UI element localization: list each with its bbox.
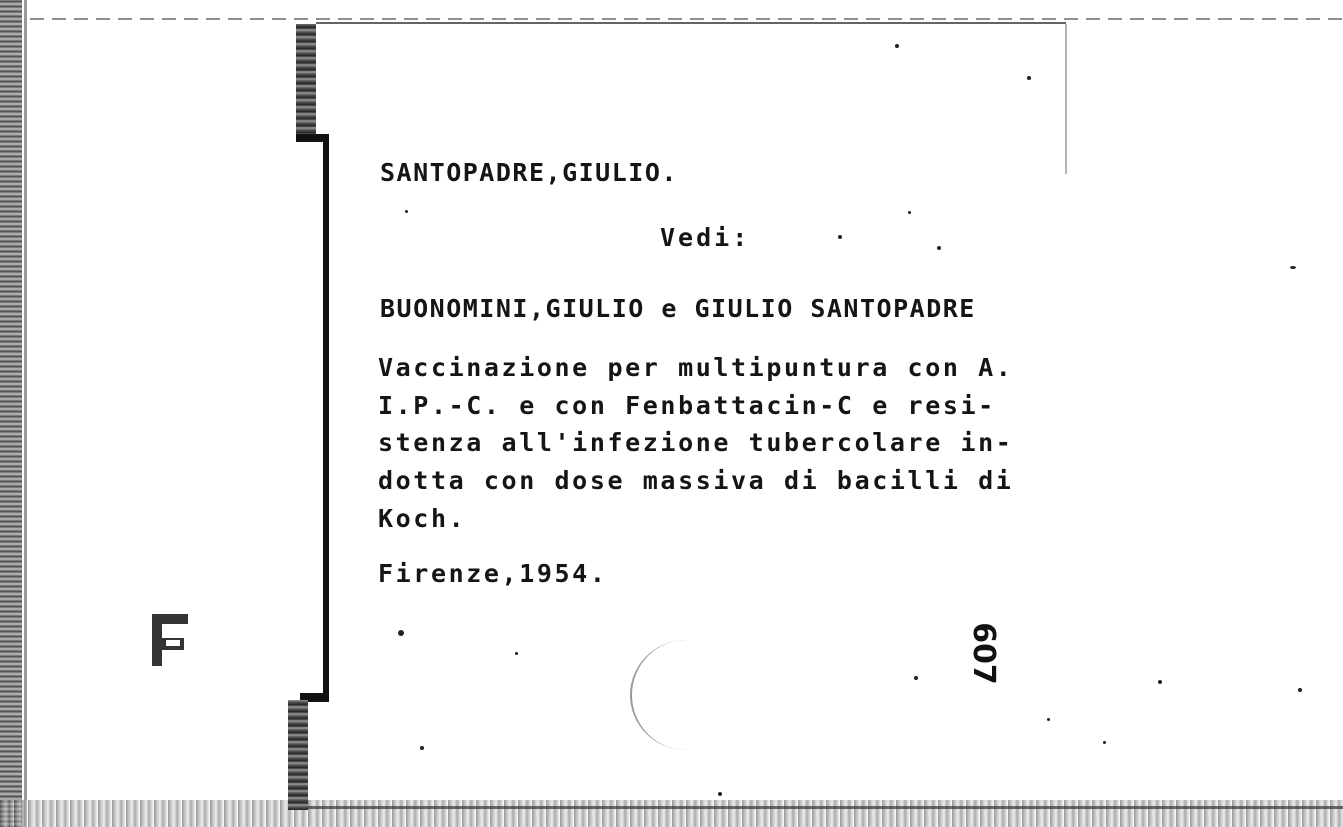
scan-edge-bottom [0, 800, 1343, 827]
title-line: Koch. [378, 504, 467, 533]
speck [1158, 680, 1162, 684]
scan-edge-left-line [24, 0, 27, 827]
scan-edge-left [0, 0, 22, 827]
speck [1047, 718, 1050, 721]
speck [420, 746, 424, 750]
speck [1290, 266, 1296, 269]
scan-edge-top [30, 18, 1343, 20]
card-heading: SANTOPADRE,GIULIO. [380, 158, 678, 187]
title-line: I.P.-C. e con Fenbattacin-C e resi- [378, 391, 996, 420]
speck [895, 44, 899, 48]
card-bottom-border [308, 806, 1343, 809]
place-year: Firenze,1954. [378, 559, 608, 588]
speck [1027, 76, 1031, 80]
speck [908, 211, 911, 214]
stamp-number: 607 [965, 622, 1001, 685]
speck [838, 235, 842, 239]
see-reference-label: Vedi: [660, 223, 751, 252]
title-line: Vaccinazione per multipuntura con A. [378, 353, 1014, 382]
speck [515, 652, 518, 655]
speck [937, 246, 941, 250]
title-line: stenza all'infezione tubercolare in- [378, 428, 1014, 457]
card-right-border [1065, 24, 1067, 174]
card-top-border [316, 22, 1066, 24]
hole-punch-mark-icon [148, 610, 194, 670]
card-tab-top [296, 24, 316, 140]
title-line: dotta con dose massiva di bacilli di [378, 466, 1014, 495]
speck [914, 676, 918, 680]
speck [398, 630, 404, 636]
speck [405, 210, 408, 213]
card-left-border [323, 140, 329, 698]
faint-arc-mark [630, 640, 742, 750]
authors-line: BUONOMINI,GIULIO e GIULIO SANTOPADRE [380, 294, 976, 323]
speck [718, 792, 722, 796]
speck [1103, 741, 1106, 744]
speck [1298, 688, 1302, 692]
card-tab-bottom [288, 700, 308, 810]
